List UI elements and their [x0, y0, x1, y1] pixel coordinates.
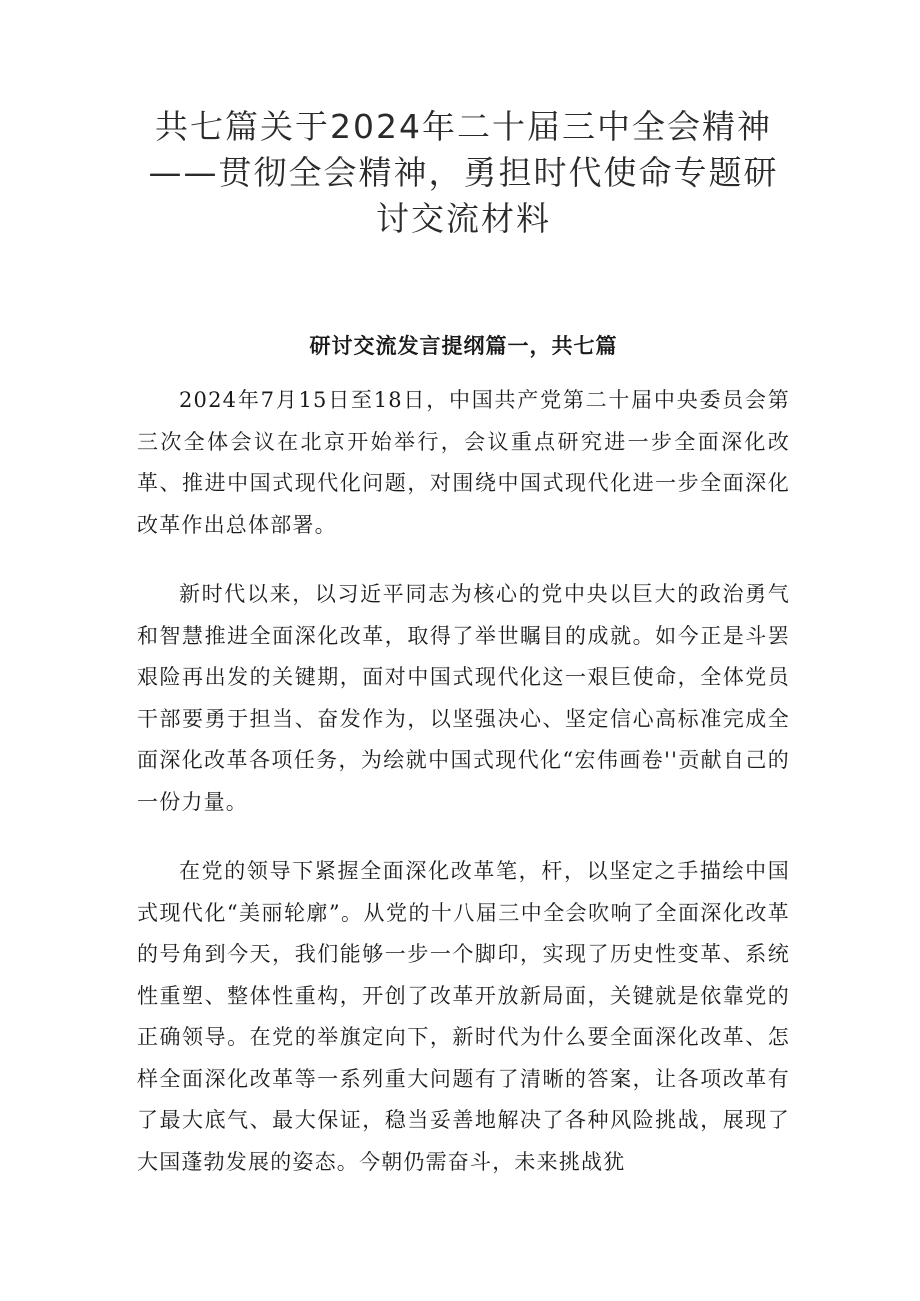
body-paragraph-2: 新时代以来，以习近平同志为核心的党中央以巨大的政治勇气和智慧推进全面深化改革，取得了举世瞩目的成就。如今正是斗罢艰险再出发的关键期，面对中国式现代化这一艰巨使命，全体党员干部要勇于担当、奋发作为，以坚强决心、坚定信心高标准完成全面深化改革各项任务，为绘就中国式现代化“宏伟画卷''贡献自己的一份力量。: [137, 582, 790, 814]
body-paragraph-1: 2024年7月15日至18日，中国共产党第二十届中央委员会第三次全体会议在北京开始举行，会议重点研究进一步全面深化改革、推进中国式现代化问题，对围绕中国式现代化进一步全面深化改革作出总体部署。: [137, 388, 790, 537]
document-title: 共七篇关于2024年二十届三中全会精神——贯彻全会精神，勇担时代使命专题研讨交流材料: [148, 107, 779, 238]
body-paragraph-3: 在党的领导下紧握全面深化改革笔，杆，以坚定之手描绘中国式现代化“美丽轮廓”。从党的十八届三中全会吹响了全面深化改革的号角到今天，我们能够一步一个脚印，实现了历史性变革、系统性重塑、整体性重构，开创了改革开放新局面，关键就是依靠党的正确领导。在党的举旗定向下，新时代为什么要全面深化改革、怎样全面深化改革等一系列重大问题有了清晰的答案，让各项改革有了最大底气、最大保证，稳当妥善地解决了各种风险挑战，展现了大国蓬勃发展的姿态。今朝仍需奋斗，未来挑战犹: [137, 859, 790, 1174]
section-heading: 研讨交流发言提纲篇一，共七篇: [309, 333, 618, 358]
